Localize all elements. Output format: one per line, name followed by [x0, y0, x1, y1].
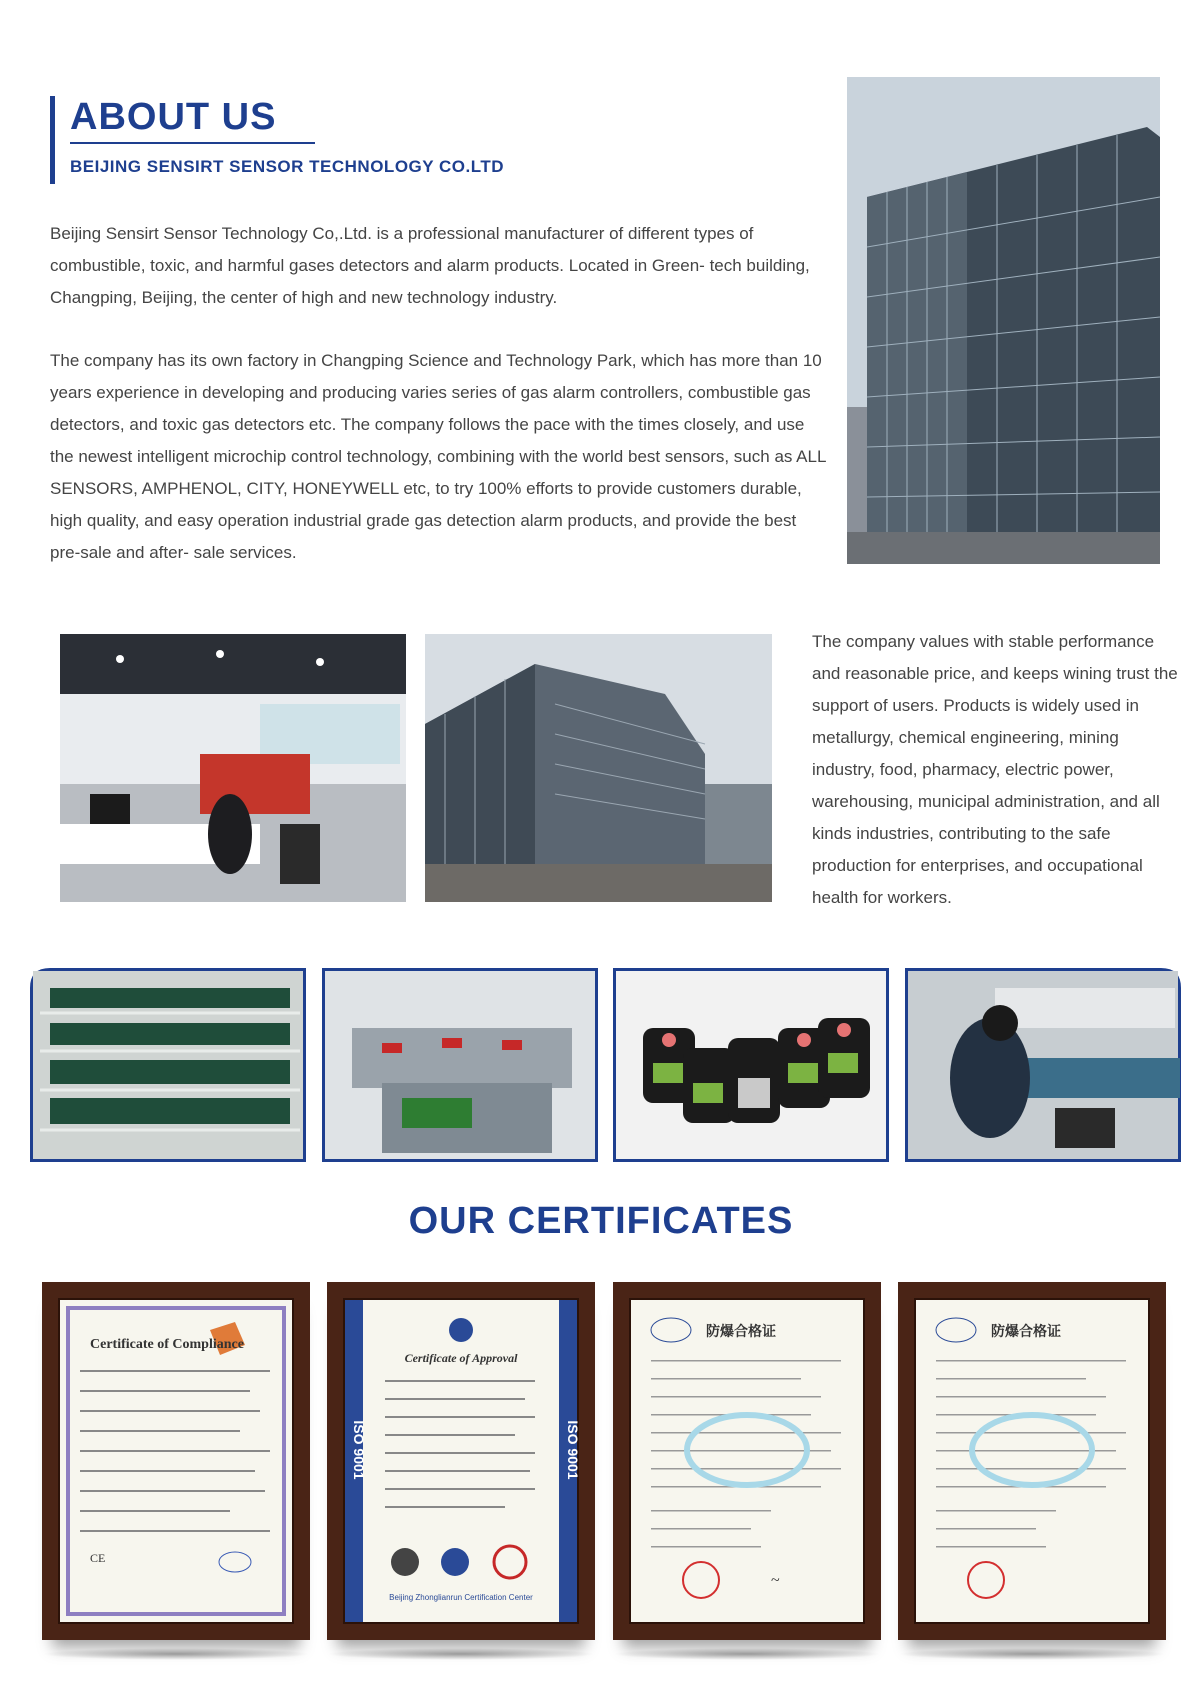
cert2-side-left: ISO 9001 [351, 1420, 367, 1480]
cert2-footer: Beijing Zhonglianrun Certification Center [389, 1593, 533, 1602]
certificate-explosion-proof [613, 1282, 881, 1640]
certificate-compliance [42, 1282, 310, 1640]
certificates-heading: OUR CERTIFICATES [408, 1200, 794, 1242]
company-name: BEIJING SENSIRT SENSOR TECHNOLOGY CO.LTD [70, 157, 505, 176]
office-photo [60, 634, 406, 902]
title-accent-bar [50, 96, 55, 184]
title-underline [70, 142, 315, 144]
frame-shadow [898, 1648, 1166, 1660]
intro-paragraph: Beijing Sensirt Sensor Technology Co,.Ltd. is a professional manufacturer of different types of combustible, toxic, and harmful gases detectors and alarm products. Located in Green- tech building, Changping, Beijing, the center of high and new technology industry. [50, 224, 810, 307]
factory-paragraph: The company has its own factory in Changping Science and Technology Park, which has more than 10 years experience in developing and producing varies series of gas alarm controllers, combustible gas detectors, and toxic gas detectors etc. The company follows the pace with the times closely, and use the newest intelligent microchip control technology, combining with the world best sensors, such as ALL SENSORS, AMPHENOL, CITY, HONEYWELL etc, to try 100% efforts to provide customers durable, high quality, and easy operation industrial grade gas detection alarm products, and provide the best pre-sale and after- sale services. [50, 351, 826, 562]
building-photo [847, 77, 1160, 564]
portable-detectors-photo [613, 968, 889, 1162]
workshop-worker-photo [905, 968, 1181, 1162]
svg-text:CE: CE [90, 1551, 106, 1565]
cert3-title: 防爆合格证 [706, 1325, 776, 1340]
cert2-side-right: ISO 9001 [565, 1420, 581, 1480]
building-photo-street [425, 634, 772, 902]
cert1-title: Certificate of Compliance [90, 1337, 244, 1352]
cert2-title: Certificate of Approval [404, 1351, 518, 1365]
certificate-approval [327, 1282, 595, 1640]
frame-shadow [613, 1648, 881, 1660]
frame-shadow [42, 1648, 310, 1660]
applications-paragraph: The company values with stable performance and reasonable price, and keeps wining trust the support of users. Products is widely used in metallurgy, chemical engineering, mining industry, food, pharmacy, electric power, warehousing, municipal administration, and all kinds industries, contributing to the safe production for enterprises, and occupational health for workers. [812, 632, 1178, 907]
certificate-explosion-proof-2 [898, 1282, 1166, 1640]
cert4-title: 防爆合格证 [991, 1325, 1061, 1340]
controller-assembly-photo [322, 968, 598, 1162]
sensor-warehouse-photo [30, 968, 306, 1162]
frame-shadow [327, 1648, 595, 1660]
about-title: ABOUT US [70, 96, 277, 138]
svg-text:~: ~ [771, 1572, 780, 1589]
